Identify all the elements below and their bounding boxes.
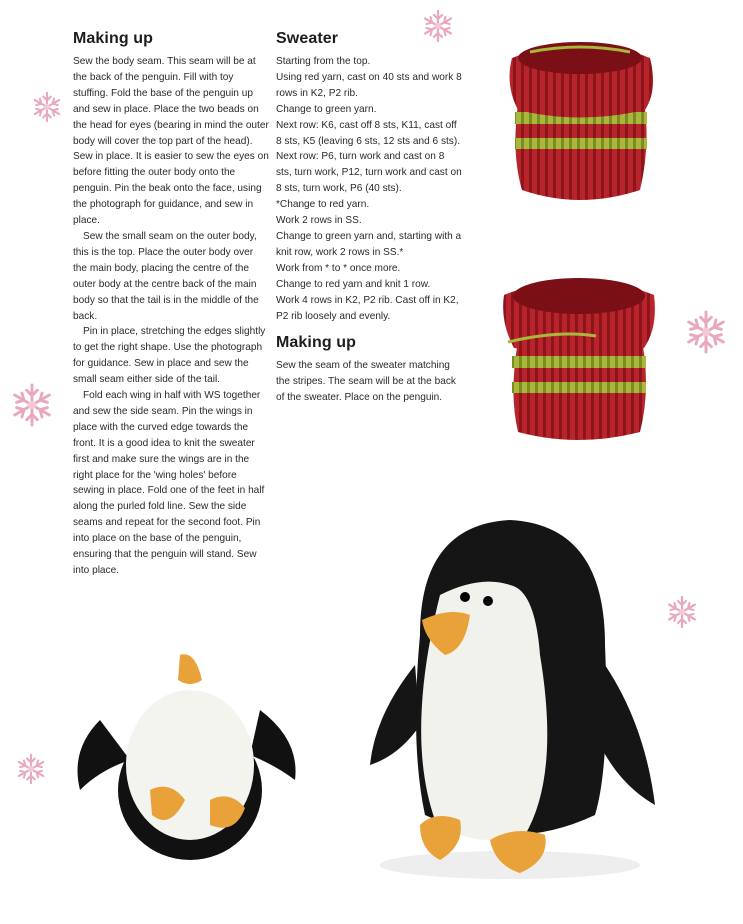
paragraph: Sew the body seam. This seam will be at the back of the penguin. Fill with toy stuffing. Fold the base of the penguin up and sew in place. Place the two beads on the head for eyes (bearing in mind the outer body will cover the top part of the head). Sew in place. It is easier to sew the eyes on before fitting the outer body onto the penguin. Pin the beak onto the face, using the photograph for guidance, and sew in place. [73, 56, 269, 227]
pattern-line: Change to green yarn and, starting with a knit row, work 2 rows in SS.* [276, 230, 462, 258]
paragraph: Sew the small seam on the outer body, this is the top. Place the outer body over the main body, placing the centre of the outer body at the centre back of the main body so that the tail is in the middle of the back. [73, 230, 259, 322]
snowflake-icon [664, 594, 700, 630]
pattern-line: Change to green yarn. [276, 103, 377, 115]
section-heading: Sweater [276, 30, 339, 47]
pattern-line: Work from * to * once more. [276, 262, 401, 274]
snowflake-icon [8, 380, 56, 430]
paragraph: Pin in place, stretching the edges slightly to get the right shape. Use the photograph for guidance. Sew in place and sew the small seam either side of the tail. [73, 326, 266, 386]
penguin-base-photo [60, 640, 320, 870]
sweater-photo-top [500, 30, 660, 210]
making-up-section [73, 30, 269, 579]
pattern-line: Change to red yarn and knit 1 row. [276, 278, 431, 290]
pattern-line: Starting from the top. [276, 56, 371, 67]
section-heading: Making up [73, 30, 154, 47]
pattern-line: Next row: P6, turn work and cast on 8 sts, turn work, P12, turn work and cast on 8 sts, turn work, P6 (40 sts). [276, 151, 462, 195]
pattern-line: Next row: K6, cast off 8 sts, K11, cast off 8 sts, K5 (leaving 6 sts, 12 sts and 6 sts). [276, 119, 461, 147]
snowflake-icon [14, 752, 48, 786]
pattern-line: Work 2 rows in SS. [276, 215, 362, 227]
pattern-line: Work 4 rows in K2, P2 rib. Cast off in K2, P2 rib loosely and evenly. [276, 294, 459, 322]
snowflake-icon [30, 90, 64, 124]
paragraph: Sew the seam of the sweater matching the stripes. The seam will be at the back of the sweater. Place on the penguin. [276, 360, 456, 404]
pattern-line: *Change to red yarn. [276, 199, 370, 211]
penguin-standing-photo [360, 515, 660, 885]
pattern-line: Using red yarn, cast on 40 sts and work 8 rows in K2, P2 rib. [276, 71, 462, 99]
snowflake-icon [682, 306, 730, 358]
paragraph: Fold each wing in half with WS together and sew the side seam. Pin the wings in place with the curved edge towards the front. It is a good idea to knit the sweater first and make sure the wings are in the right place for the 'wing holes' before sewing in place. Fold one of the feet in half along the purled fold line. Sew the side seams and repeat for the second foot. Pin into place on the base of the penguin, ensuring that the penguin will stand. Sew into place. [73, 390, 265, 576]
section-heading: Making up [276, 334, 357, 352]
sweater-photo-bottom [498, 260, 660, 450]
sweater-section [276, 30, 462, 406]
